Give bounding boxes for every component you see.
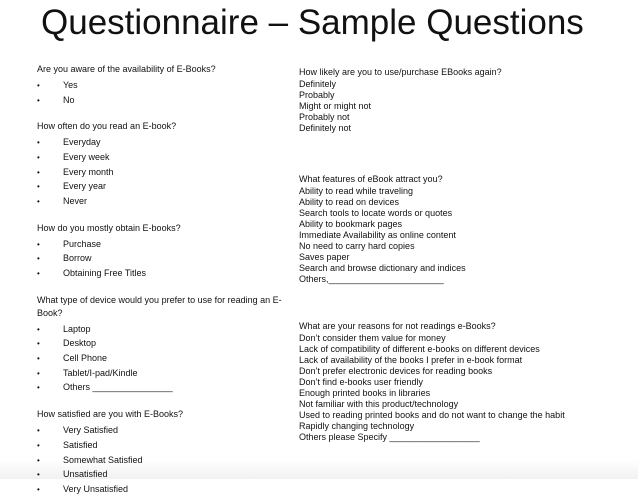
option-every-week: • Every week xyxy=(37,151,110,162)
option-might-or-might-not: Might or might not xyxy=(299,101,372,111)
bullet-icon: • xyxy=(37,440,40,450)
options-reasons xyxy=(299,333,599,443)
question-spacer xyxy=(299,134,599,173)
bullet-icon: • xyxy=(37,80,40,90)
options-satisfaction xyxy=(37,423,292,496)
option-not-value: Don’t consider them value for money xyxy=(299,333,446,343)
option-electronic-devices: Don’t prefer electronic devices for reading books xyxy=(299,366,493,376)
question-block-frequency xyxy=(37,120,292,208)
option-purchase: • Purchase xyxy=(37,238,102,249)
question-spacer xyxy=(37,395,292,408)
question-obtain: How do you mostly obtain E-books? xyxy=(37,222,181,233)
option-free-titles: • Obtaining Free Titles xyxy=(37,268,147,279)
question-block-features xyxy=(299,173,599,285)
option-no-hard-copies: No need to carry hard copies xyxy=(299,241,415,251)
option-no: • No xyxy=(37,94,75,105)
option-others-features: Others,_______________________ xyxy=(299,274,444,284)
right-question-column xyxy=(299,66,599,443)
option-saves-paper: Saves paper xyxy=(299,252,350,262)
bullet-icon: • xyxy=(37,239,40,249)
question-satisfaction: How satisfied are you with E-Books? xyxy=(37,409,184,420)
question-reasons: What are your reasons for not readings e-Books? xyxy=(299,321,496,331)
option-search-tools: Search tools to locate words or quotes xyxy=(299,208,453,218)
option-everyday: • Everyday xyxy=(37,137,101,148)
option-probably: Probably xyxy=(299,90,335,100)
question-block-obtain xyxy=(37,222,292,281)
option-borrow: • Borrow xyxy=(37,253,92,264)
option-very-unsatisfied: • Very Unsatisfied xyxy=(37,483,129,494)
bullet-icon: • xyxy=(37,138,40,148)
option-somewhat-satisfied: • Somewhat Satisfied xyxy=(37,454,143,465)
bullet-icon: • xyxy=(37,95,40,105)
option-online-availability: Immediate Availability as online content xyxy=(299,230,456,240)
option-bookmark-pages: Ability to bookmark pages xyxy=(299,219,403,229)
option-dictionary-indices: Search and browse dictionary and indices xyxy=(299,263,466,273)
question-spacer xyxy=(299,285,599,320)
option-desktop: • Desktop xyxy=(37,338,97,349)
option-every-year: • Every year xyxy=(37,181,107,192)
option-compatibility: Lack of compatibility of different e-books on different devices xyxy=(299,344,540,354)
option-availability: Lack of availability of the books I prefer in e-book format xyxy=(299,355,523,365)
bullet-icon: • xyxy=(37,152,40,162)
option-every-month: • Every month xyxy=(37,166,114,177)
bullet-icon: • xyxy=(37,383,40,393)
option-never: • Never xyxy=(37,195,88,206)
option-probably-not: Probably not xyxy=(299,112,350,122)
bullet-icon: • xyxy=(37,484,40,494)
options-awareness xyxy=(37,78,292,107)
bullet-icon: • xyxy=(37,254,40,264)
options-features xyxy=(299,186,599,285)
bullet-icon: • xyxy=(37,470,40,480)
option-satisfied: • Satisfied xyxy=(37,439,98,450)
question-device: What type of device would you prefer to use for reading an E-Book? xyxy=(37,294,282,318)
option-read-on-devices: Ability to read on devices xyxy=(299,197,400,207)
options-frequency xyxy=(37,135,292,208)
bullet-icon: • xyxy=(37,324,40,334)
option-others-reasons: Others please Specify __________________ xyxy=(299,432,480,442)
option-definitely-not: Definitely not xyxy=(299,123,352,133)
question-spacer xyxy=(37,107,292,120)
question-block-likelihood xyxy=(299,66,599,134)
option-others-device: • Others ________________ xyxy=(37,382,173,393)
bullet-icon: • xyxy=(37,354,40,364)
option-user-friendly: Don’t find e-books user friendly xyxy=(299,377,424,387)
options-obtain xyxy=(37,237,292,281)
question-spacer xyxy=(37,209,292,222)
question-features: What features of eBook attract you? xyxy=(299,174,443,184)
question-awareness: Are you aware of the availability of E-Books? xyxy=(37,64,216,74)
option-changing-tech: Rapidly changing technology xyxy=(299,421,415,431)
bullet-icon: • xyxy=(37,339,40,349)
bullet-icon: • xyxy=(37,196,40,206)
left-question-column xyxy=(37,63,292,497)
bullet-icon: • xyxy=(37,167,40,177)
bullet-icon: • xyxy=(37,426,40,436)
question-block-awareness xyxy=(37,63,292,107)
question-likelihood: How likely are you to use/purchase EBooks again? xyxy=(299,67,502,77)
options-device xyxy=(37,322,292,395)
option-not-familiar: Not familiar with this product/technology xyxy=(299,399,459,409)
option-definitely: Definitely xyxy=(299,79,337,89)
option-yes: • Yes xyxy=(37,79,78,90)
option-tablet: • Tablet/I-pad/Kindle xyxy=(37,367,138,378)
bullet-icon: • xyxy=(37,182,40,192)
option-habit: Used to reading printed books and do not want to change the habit xyxy=(299,410,565,420)
question-block-device xyxy=(37,294,292,395)
option-laptop: • Laptop xyxy=(37,323,91,334)
bullet-icon: • xyxy=(37,269,40,279)
question-frequency: How often do you read an E-book? xyxy=(37,121,177,132)
bullet-icon: • xyxy=(37,368,40,378)
option-read-while-traveling: Ability to read while traveling xyxy=(299,186,414,196)
question-spacer xyxy=(37,281,292,294)
question-block-satisfaction xyxy=(37,408,292,496)
bullet-icon: • xyxy=(37,455,40,465)
slide-title: Questionnaire – Sample Questions xyxy=(41,3,584,42)
option-printed-books: Enough printed books in libraries xyxy=(299,388,431,398)
option-unsatisfied: • Unsatisfied xyxy=(37,469,108,480)
options-likelihood xyxy=(299,79,599,134)
option-cell-phone: • Cell Phone xyxy=(37,353,108,364)
option-very-satisfied: • Very Satisfied xyxy=(37,425,119,436)
question-block-reasons xyxy=(299,320,599,443)
